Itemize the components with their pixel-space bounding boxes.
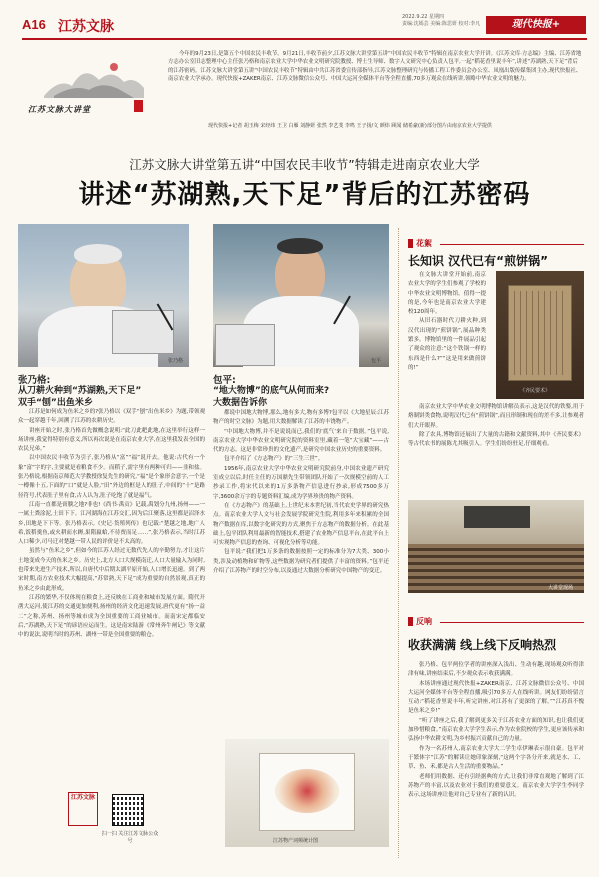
- paragraph: 都说中国地大物博,那么,地有多大,物有多博?包平以《大地星辰:江苏物产的时空文脉》为题,用大数据解读了江苏的丰饶物产。: [213, 410, 389, 426]
- paragraph: 本场讲座通过现代快报+ZAKER南京、江苏文脉微信公众号、中国大运河全媒体平台等全程直播,吸引70多万人在线听讲。网友们纷纷留言互动:“稻花香里说丰年,听完讲座,对江苏有了更深的了解。”“江苏真不愧是鱼米之乡!”: [408, 680, 584, 715]
- speaker1-name: 张乃格:: [18, 375, 51, 386]
- paragraph: “听了讲座之后,我了解到更多关于江苏农业方面的知识,也让我们更加珍惜粮食。”南京农业大学学生表示,作为农业院校的学生,更应该传承和弘扬中华农耕文明,为乡村振兴贡献自己的力量。: [408, 717, 584, 743]
- tag-marker: [408, 239, 413, 248]
- tag-marker: [408, 617, 413, 626]
- paragraph: 作为一名苏州人,南京农业大学大二学生卓伊琳表示很自豪。包平对于繁体字“江苏”的解读让她印象深刻,“这两个字各分开来,就是水、工、草、鱼、禾,都是古人生活的重要物品。”: [408, 745, 584, 771]
- issue-meta: [402, 14, 484, 28]
- photo-caption: 江苏物产词频统计图: [273, 838, 319, 844]
- brand-text: 江苏文脉: [70, 794, 95, 801]
- paragraph: “中国地大物博,并不是说说而已,我们的‘底气’来自于数据。”包平说,南京农业大学中华农业文明研究院的资料室里,藏着一笔“大宝藏”——古代的方志。这是非常珍贵的文化遗产,是研究中国农业历史的重要资料。: [213, 428, 389, 454]
- photo-lecture-hall: [408, 500, 584, 593]
- paragraph: 江南一直都是膏腴之地?非也!《尚书·禹贡》记载,禹划分九州,扬州——一一属土粪涂泥,土田下下。江河湖海在江苏交汇,因为后江聚落,这里都是沼泽水乡,田地是下下等。张乃格表示,《史记·货殖列传》也记载:“楚越之地,地广人希,饭稻羹鱼,或火耕而水耨,果隋嬴蛤,不待贾而足……”,张乃格表示,当时江苏人口稀少,司马迁对楚越一带人民的评价是不太高的。: [18, 501, 205, 546]
- speaker2-quote-line1: “地大物博”的底气从何而来?: [213, 386, 330, 396]
- speaker-hair: [74, 244, 122, 264]
- photo-caption: 包平: [371, 358, 382, 364]
- speaker2-name: 包平:: [213, 375, 236, 386]
- paragraph: 从旧石器时代刀耕火种,到汉代出现的“煎饼锅”,展品种类繁多。博物馆里的一件展品引起了观众的注意:“这个铁锅一样的东西是什么?”“这是用来做煎饼的!”: [408, 318, 486, 371]
- paragraph: 南京农业大学中华农业文明博物馆讲解员表示,这是汉代的铁鏊,用于烙制饼类食物,说明汉代已有“煎饼锅”,而且形制和现在的差不多,让参观者们大开眼界。: [408, 404, 584, 429]
- column-banner: [22, 44, 587, 132]
- side2-title: 收获满满 线上线下反响热烈: [408, 638, 557, 652]
- page-header: [0, 0, 599, 44]
- main-headline: 讲述“苏湖熟,天下足”背后的江苏密码: [78, 180, 531, 210]
- side1-article-bottom: [408, 403, 584, 497]
- paragraph: 除了农具,博物馆还展出了大量的古籍和文献资料,其中《齐民要术》等古代农书的展陈尤其吸引人。学生们纷纷驻足,仔细观看。: [408, 431, 584, 448]
- seal-stamp-icon: [134, 100, 143, 112]
- paragraph: 讲座开始之时,张乃格首先做概念说明:“此刀此耙此地,在这里举行这样一场讲座,我觉得特别有意义,所以再次说是在南京农业大学,在这里我发表全国的农民兄弟。”: [18, 427, 205, 453]
- side2-tag: 反响: [416, 617, 432, 626]
- paragraph: 江苏是如何成为鱼米之乡的?张乃格以《双手“刨”出鱼米乡》为题,带领观众一起穿越千年,回溯了江苏的农耕历史。: [18, 409, 205, 425]
- tag-rule: [440, 244, 584, 245]
- editor-credits: 责编:沈嫣芸 美编:陈思妍 校对:李凡: [402, 21, 481, 27]
- paragraph: 在《方志物产》的基础上,上世纪末本世纪初,当代农史学界的研究热点。南京农业大学人文与社会发展学院研究生院,利用多年来积累的全国物产数据在库,以数字化研究的方式,聚焦于方志物产的数据分析。在此基础上,包平团队利用最新的智能技术,搭建了农业物产信息平台,在此平台上可实现物产信息的查询、可视化分析等功能。: [213, 502, 389, 547]
- book-text-lines: [514, 291, 566, 375]
- photo-zhang-naige: [18, 224, 189, 367]
- paragraph: 虽然与“鱼米之乡”,但如今的江苏人经过无数代先人的辛勤努力,才让这片土地变成今天的鱼米之乡。历史上,北方人口大规模南迁,人口大量输入为同时,也带来先进生产技术,所以,自唐代中后期太湖平原开始,人口增长迅速。到了两宋时期,南方农业技术大幅提高,“苏常熟,天下足”成为重要的自然景观,真正的鱼米之乡由此形成。: [18, 548, 205, 592]
- speaker1-article: [18, 408, 205, 856]
- paragraph: 1956年,南京农业大学中华农业文明研究院前身,中国农业遗产研究室成立以后,时任主任的万国鼎先生带领团队开始了一次规模空前的人工抄录工作,将宋代以来的1万多条物产信息进行抄录,形成7500多万字,3600余万字的专题资料汇编,成为学界珍贵的物产资料。: [213, 465, 389, 500]
- speaker2-heading: [213, 372, 389, 409]
- word-cloud-shape: [275, 769, 339, 813]
- paragraph: 江苏的繁华,不仅体现在粮食上,还反映在工商业和城市发展方面。隋代开凿大运河,使江苏的交通更加便利,扬州的经济文化迅速发展,唐代更有“扬一益二”之称,苏州、扬州等城市成为全国重要的工商业城市。而南宋定都临安后,“苏湖熟,天下足”的谚语应运而生。这是南宋陆游《常州奔牛闸记》等文献中的说法,说明当时的苏州、湖州一带是全国重要的粮仓。: [18, 594, 205, 639]
- paragraph: 包平介绍了《方志物产》的“三生三世”。: [224, 456, 324, 463]
- speaker2-quote-line2: 大数据告诉你: [213, 397, 268, 408]
- photo-bao-ping: [213, 224, 389, 367]
- side2-article: [408, 661, 584, 861]
- section-title: 江苏文脉: [58, 19, 114, 35]
- side1-article-column: [408, 271, 486, 399]
- photo-caption: 张乃格: [168, 358, 184, 364]
- paragraph: 张乃格、包平两位学者的讲座深入浅出、生动有趣,现场观众听得津津有味,讲座结束后,不少观众表示收获满满。: [408, 662, 584, 678]
- ink-mountain-icon: [44, 58, 144, 98]
- issue-date: 2022.9.22 星期四: [402, 14, 445, 20]
- speaker1-heading: [18, 372, 205, 409]
- sub-headline: 江苏文脉大讲堂第五讲“中国农民丰收节”特辑走进南京农业大学: [129, 157, 480, 172]
- paragraph: 包平说:“我们把1万多条的数据按照一定的标准分为7大类、300小类,涉及动植物和矿物等,这些数据为研究者们提供了丰富的资料。”包平还介绍了江苏物产的时空分布,以及通过大数据分析研究中国物产的变迁。: [213, 549, 389, 575]
- laptop: [215, 324, 275, 366]
- speaker1-quote-line1: 从刀耕火种到“苏湖熟,天下足”: [18, 386, 142, 396]
- speaker-hair: [277, 238, 323, 254]
- calligraphy-text: 江苏文脉大讲堂: [28, 104, 91, 114]
- page-number: A16: [22, 17, 46, 32]
- qr-code-icon[interactable]: [112, 794, 144, 826]
- photo-caption: 《齐民要术》: [520, 388, 551, 394]
- jiangsu-wenmai-brand-logo: [68, 792, 98, 826]
- side1-title: 长知识 汉代已有“煎饼锅”: [408, 254, 548, 268]
- photo-qimin-yaoshu: [496, 271, 584, 399]
- tag-rule: [440, 622, 584, 623]
- speaker1-quote-line2: 双手“刨”出鱼米乡: [18, 397, 93, 408]
- photo-caption: 大讲堂现场: [548, 585, 574, 591]
- newspaper-logo[interactable]: 现代快报+: [486, 16, 586, 34]
- column-divider: [398, 228, 399, 858]
- side1-tag: 花絮: [416, 239, 432, 248]
- header-rule: [22, 38, 587, 40]
- paragraph: 在文脉大讲堂开始前,南京农业大学的学生们参观了学校的中华农业文明博物馆。值得一提的是,今年也是南京农业大学建校120周年。: [408, 272, 486, 316]
- intro-paragraph: 今年的9月23日,是第五个中国农民丰收节。9月21日,丰收节前夕,江苏文脉大讲堂第五讲“中国农民丰收节”特辑在南京农业大学开讲。《江苏文库·方志编》主编、江苏省地方志办公室旧志整理中心主任张乃格和南京农业大学中华农业文明研究院教授、博士生导师、数字人文研究中心负责人包平,一起“稻花香里说丰年”,讲述“苏湖熟,天下足”背后的江苏密码。江苏文脉大讲堂第五讲“中国农民丰收节”特辑由中共江苏省委宣传部指导,江苏文脉整理研究与传播工程工作委员会办公室、凤凰出版传媒集团主办,现代快报社、南京农业大学承办。现代快报+ZAKER南京、江苏文脉微信公众号、中国大运河全媒体平台等全程直播,70多万观众在线听讲,领略中华农业文明的魅力。: [168, 51, 582, 82]
- paragraph: 老师们用数据、还有引经据典的方式,让我们非常直观地了解到了江苏物产的丰富,以及农业对于我们的重要意义。南京农业大学学生李同学表示,这场讲座让他对自己专业有了新的认识。: [408, 773, 584, 799]
- reporter-credits: 现代快报+记者 胡玉梅 宋经纬 王卫 白雁 刘静妍 张然 李艺斐 李鸣 王子扬/文 颜炜 顾闻 储希豪(新)部分图片由南京农业大学提供: [208, 123, 492, 129]
- stage-screen: [464, 506, 530, 528]
- speaker2-article: [213, 409, 389, 739]
- calligraphy-logo: [24, 54, 154, 128]
- qr-caption: 扫一扫 关注江苏文脉公众号: [101, 831, 159, 844]
- photo-word-frequency-chart: [225, 739, 389, 847]
- paragraph: 以中国农民丰收节为引子,张乃格从“富”“福”说开去。他说:古代有一个象“富”字的字,主要就是看粮食不少。而稻子,需字里有两种可归——韭和盐。张乃格说,根据南京师范大学教授徐复先生的研究,“福”是个象形会意字,一个是一樽像十五,下面的“口”就是人脸,“田”外边的框是人的肚子,中间的“十”是路径符号,代表肚子里有食,古人认为,肚子吃饱了就是福气。: [18, 455, 205, 499]
